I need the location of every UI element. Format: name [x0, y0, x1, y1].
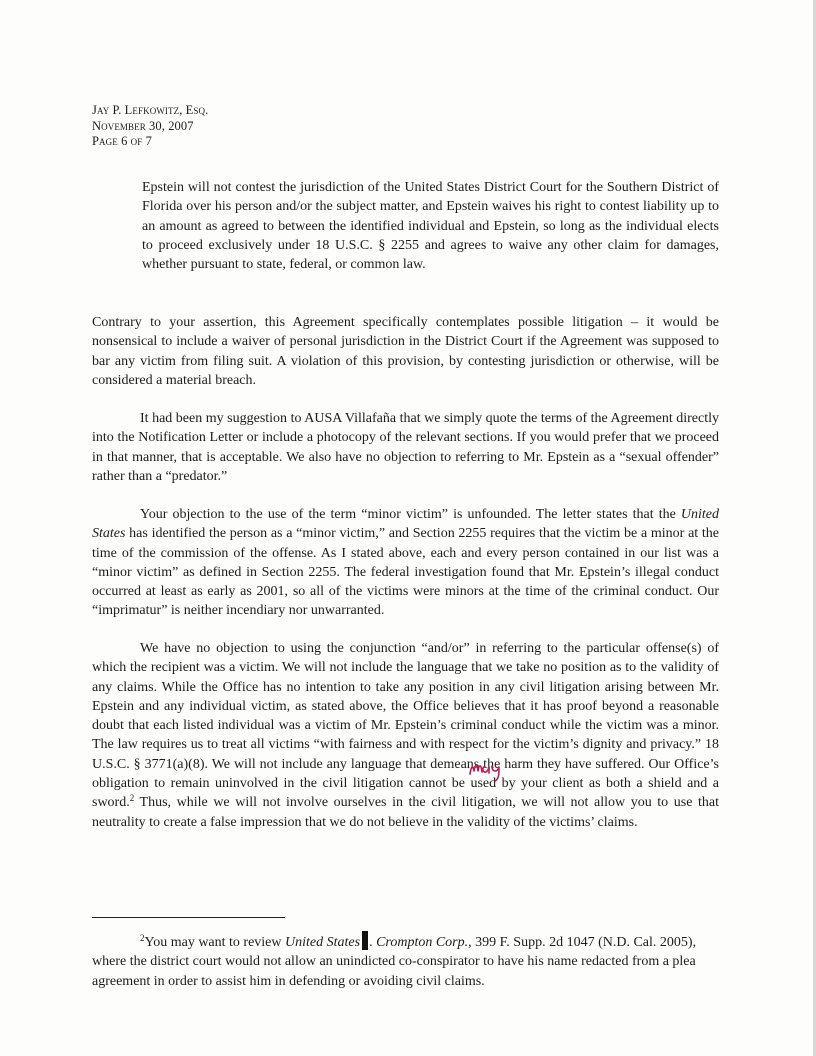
- case-name-part: Crompton Corp.: [376, 935, 469, 950]
- recipient-line: Jay P. Lefkowitz, Esq.: [92, 103, 209, 117]
- handwritten-may-annotation: [468, 758, 506, 782]
- footnote-reference[interactable]: 2: [129, 793, 135, 804]
- letter-header: [92, 103, 208, 150]
- text-run: has identified the person as a “minor victim,” and Section 2255 requires that the victim be a minor at the time of the commission of the offense. As I stated above, each and every person contained in our list was a “minor victim” as defined in Section 2255. The federal investigation found that Mr. Epstein’s illegal conduct occurred at least as early as 2001, so all of the victims were minors at the time of the criminal conduct. Our “imprimatur” is neither incendiary nor unwarranted.: [92, 526, 719, 619]
- block-quote-agreement: Epstein will not contest the jurisdiction of the United States District Court for the Southern District of Florida over his person and/or the subject matter, and Epstein waives his right to contest liability up to an amount as agreed to between the identified individual and Epstein, so long as the individual elects to proceed exclusively under 18 U.S.C. § 2255 and agrees to waive any other claim for damages, whether pursuant to state, federal, or common law.: [142, 180, 719, 273]
- paragraph-minor-victim: [92, 505, 719, 621]
- text-run: Your objection to the use of the term “minor victim” is unfounded. The letter states that the: [140, 507, 681, 522]
- footnote-number: 2: [140, 933, 145, 943]
- text-run: We have no objection to using the conjunction “and/or” in referring to the particular offense(s) of which the recipient was a victim. We will not include the language that we take no position as to the validity of any claims. While the Office has no intention to take any position in any civil litigation arising between Mr. Epstein and any individual victim, as stated above, the Office believes that it has proof beyond a reasonable doubt that each listed individual was a victim of Mr. Epstein’s criminal conduct while the victim was a minor. The law requires us to treat all victims “with fairness and with respect for the victim’s dignity and privacy.” 18 U.S.C. § 3771(a)(8). We will not include any language that demeans the harm they have suffered. Our Office’s obligation to remain uninvolved in the civil litigation cannot be used by your client as both a shield and a sword.: [92, 641, 719, 811]
- handwriting-stroke: [470, 765, 499, 781]
- text-run: You may want to review: [144, 935, 286, 950]
- date-line: November 30, 2007: [92, 118, 194, 133]
- paragraph-contrary: Contrary to your assertion, this Agreement specifically contemplates possible litigation – it would be nonsensical to include a waiver of personal jurisdiction in the District Court if the Agreement was supposed to bar any victim from filing suit. A violation of this provision, by contesting jurisdiction or otherwise, will be considered a material breach.: [92, 315, 719, 388]
- text-run: .: [369, 935, 377, 950]
- text-run: , 399 F. Supp. 2d 1047 (N.D. Cal. 2005), where the district court would not allow an unindicted co-conspirator to have his name redacted from a plea agreement in order to assist him in defending or avoiding civil claims.: [92, 935, 697, 989]
- italic-run: United States: [92, 507, 719, 542]
- case-name-part: United States: [285, 935, 361, 950]
- page-number-line: Page 6 of 7: [92, 134, 152, 148]
- text-run: Thus, while we will not involve ourselves in the civil litigation, we will not allow you to use that neutrality to create a false impression that we do not believe in the validity of the victims’ claims.: [92, 795, 719, 830]
- footnote-2: [92, 931, 719, 991]
- redaction-mark: [362, 931, 368, 950]
- footnote-separator: [92, 917, 285, 918]
- paragraph-objection: [92, 639, 719, 832]
- paragraph-suggestion: It had been my suggestion to AUSA Villafaña that we simply quote the terms of the Agreement directly into the Notification Letter or include a photocopy of the relevant sections. If you would prefer that we proceed in that manner, that is acceptable. We also have no objection to referring to Mr. Epstein as a “sexual offender” rather than a “predator.”: [92, 411, 719, 484]
